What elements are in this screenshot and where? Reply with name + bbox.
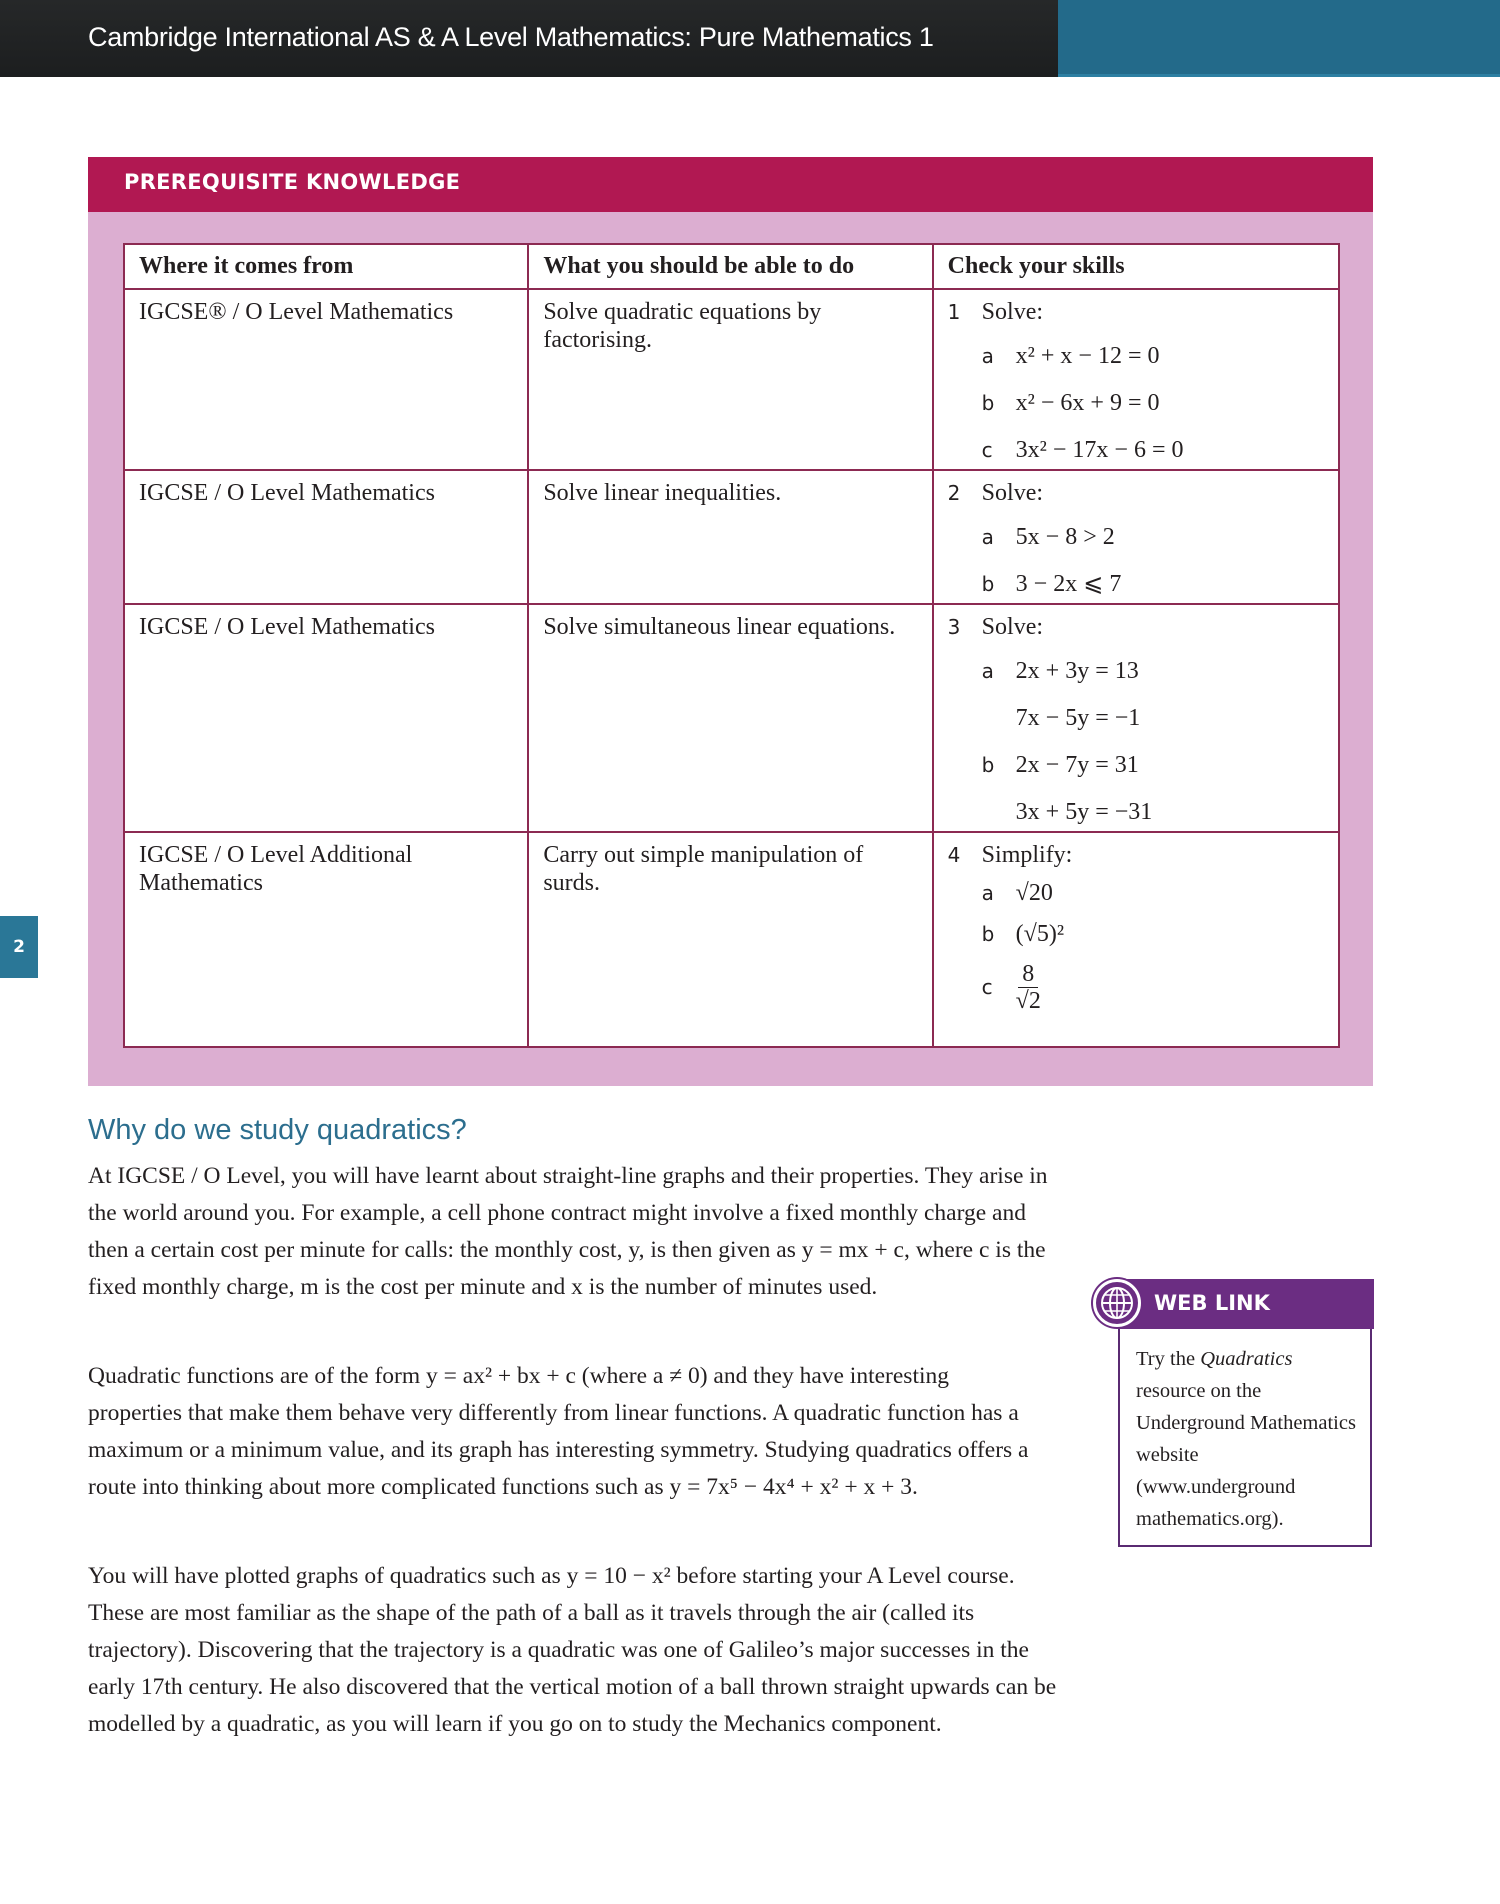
fraction — [1016, 961, 1041, 1014]
part-letter: b — [981, 921, 995, 946]
source-cell: IGCSE / O Level Mathematics — [124, 470, 528, 604]
part-letter: b — [981, 571, 995, 596]
question-number: 1 — [947, 300, 961, 324]
source-cell: IGCSE / O Level Mathematics — [124, 604, 528, 832]
part-expression: 5x − 8 > 2 — [1015, 523, 1115, 550]
part-expression: 2x − 7y = 31 — [1015, 751, 1139, 778]
fraction-denominator: √2 — [1015, 987, 1041, 1014]
source-cell: IGCSE / O Level Additional Mathematics — [124, 832, 528, 1047]
web-link-heading: WEB LINK — [1118, 1279, 1374, 1329]
part-expression: 3x + 5y = −31 — [1015, 798, 1153, 825]
section-heading: Why do we study quadratics? — [88, 1114, 467, 1146]
part-expression: 3x² − 17x − 6 = 0 — [1015, 436, 1184, 463]
part-letter: a — [981, 524, 994, 549]
question-instruction: Solve: — [981, 480, 1044, 506]
part-letter: a — [981, 880, 994, 905]
question-number: 4 — [947, 843, 961, 867]
web-link-box — [1118, 1279, 1372, 1547]
part-expression: x² + x − 12 = 0 — [1015, 342, 1160, 369]
column-header: Where it comes from — [124, 244, 528, 289]
question-instruction: Simplify: — [981, 842, 1073, 868]
web-link-text: Try the Quadratics resource on the Underground Mathematics website (www.underground mathematics.org). — [1136, 1348, 1356, 1530]
question-number: 2 — [947, 481, 961, 505]
fraction-numerator: 8 — [1018, 961, 1038, 988]
part-expression: (√5)² — [1015, 920, 1065, 947]
check-cell — [933, 604, 1339, 832]
part-expression: 2x + 3y = 13 — [1015, 657, 1139, 684]
prerequisite-knowledge-box — [88, 157, 1373, 1086]
table-row — [124, 604, 1339, 832]
table-header-row — [124, 244, 1339, 289]
body-paragraph: At IGCSE / O Level, you will have learnt about straight-line graphs and their properties. They arise in the world around you. For example, a cell phone contract might involve a fixed monthly charge and then a certain cost per minute for calls: the monthly cost, y, is then given as y = mx + c, where c is the fixed monthly charge, m is the cost per minute and x is the number of minutes used. — [88, 1163, 1048, 1300]
part-letter: b — [981, 752, 995, 777]
part-letter: c — [981, 437, 993, 462]
question-number: 3 — [947, 615, 961, 639]
part-letter: c — [981, 975, 993, 999]
part-letter: a — [981, 343, 994, 368]
column-header: What you should be able to do — [528, 244, 932, 289]
resource-name: Quadratics — [1200, 1348, 1293, 1370]
part-letter: b — [981, 390, 995, 415]
table-row — [124, 832, 1339, 1047]
skill-cell: Carry out simple manipulation of surds. — [528, 832, 932, 1047]
table-row — [124, 289, 1339, 470]
part-expression: x² − 6x + 9 = 0 — [1015, 389, 1160, 416]
question-instruction: Solve: — [981, 614, 1044, 640]
header-accent-block — [1058, 0, 1500, 77]
source-cell: IGCSE® / O Level Mathematics — [124, 289, 528, 470]
prerequisite-heading: PREREQUISITE KNOWLEDGE — [88, 157, 1373, 212]
part-expression: √20 — [1015, 879, 1053, 906]
page-number-tab: 2 — [0, 916, 38, 978]
book-title: Cambridge International AS & A Level Mathematics: Pure Mathematics 1 — [88, 22, 934, 52]
web-link-url-text[interactable]: resource on the Underground Mathematics website (www.underground mathematics.org). — [1136, 1380, 1356, 1530]
question-instruction: Solve: — [981, 299, 1044, 325]
skill-cell: Solve linear inequalities. — [528, 470, 932, 604]
prerequisite-table — [123, 243, 1340, 1048]
skill-cell: Solve simultaneous linear equations. — [528, 604, 932, 832]
body-paragraph: You will have plotted graphs of quadratics such as y = 10 − x² before starting your A Level course. These are most familiar as the shape of the path of a ball as it travels through the air (called its trajectory). Discovering that the trajectory is a quadratic was one of Galileo’s major successes in the early 17th century. He also discovered that the vertical motion of a ball thrown straight upwards can be modelled by a quadratic, as you will learn if you go on to study the Mechanics component. — [88, 1563, 1057, 1737]
globe-icon — [1093, 1279, 1141, 1327]
part-expression: 7x − 5y = −1 — [1015, 704, 1141, 731]
table-row — [124, 470, 1339, 604]
check-cell — [933, 470, 1339, 604]
column-header: Check your skills — [933, 244, 1339, 289]
skill-cell: Solve quadratic equations by factorising. — [528, 289, 932, 470]
check-cell — [933, 832, 1339, 1047]
part-expression: 3 − 2x ⩽ 7 — [1015, 570, 1122, 597]
check-cell — [933, 289, 1339, 470]
part-letter: a — [981, 658, 994, 683]
body-paragraph: Quadratic functions are of the form y = ax² + bx + c (where a ≠ 0) and they have interesting properties that make them behave very differently from linear functions. A quadratic function has a maximum or a minimum value, and its graph has interesting symmetry. Studying quadratics offers a route into thinking about more complicated functions such as y = 7x⁵ − 4x⁴ + x² + x + 3. — [88, 1363, 1029, 1500]
